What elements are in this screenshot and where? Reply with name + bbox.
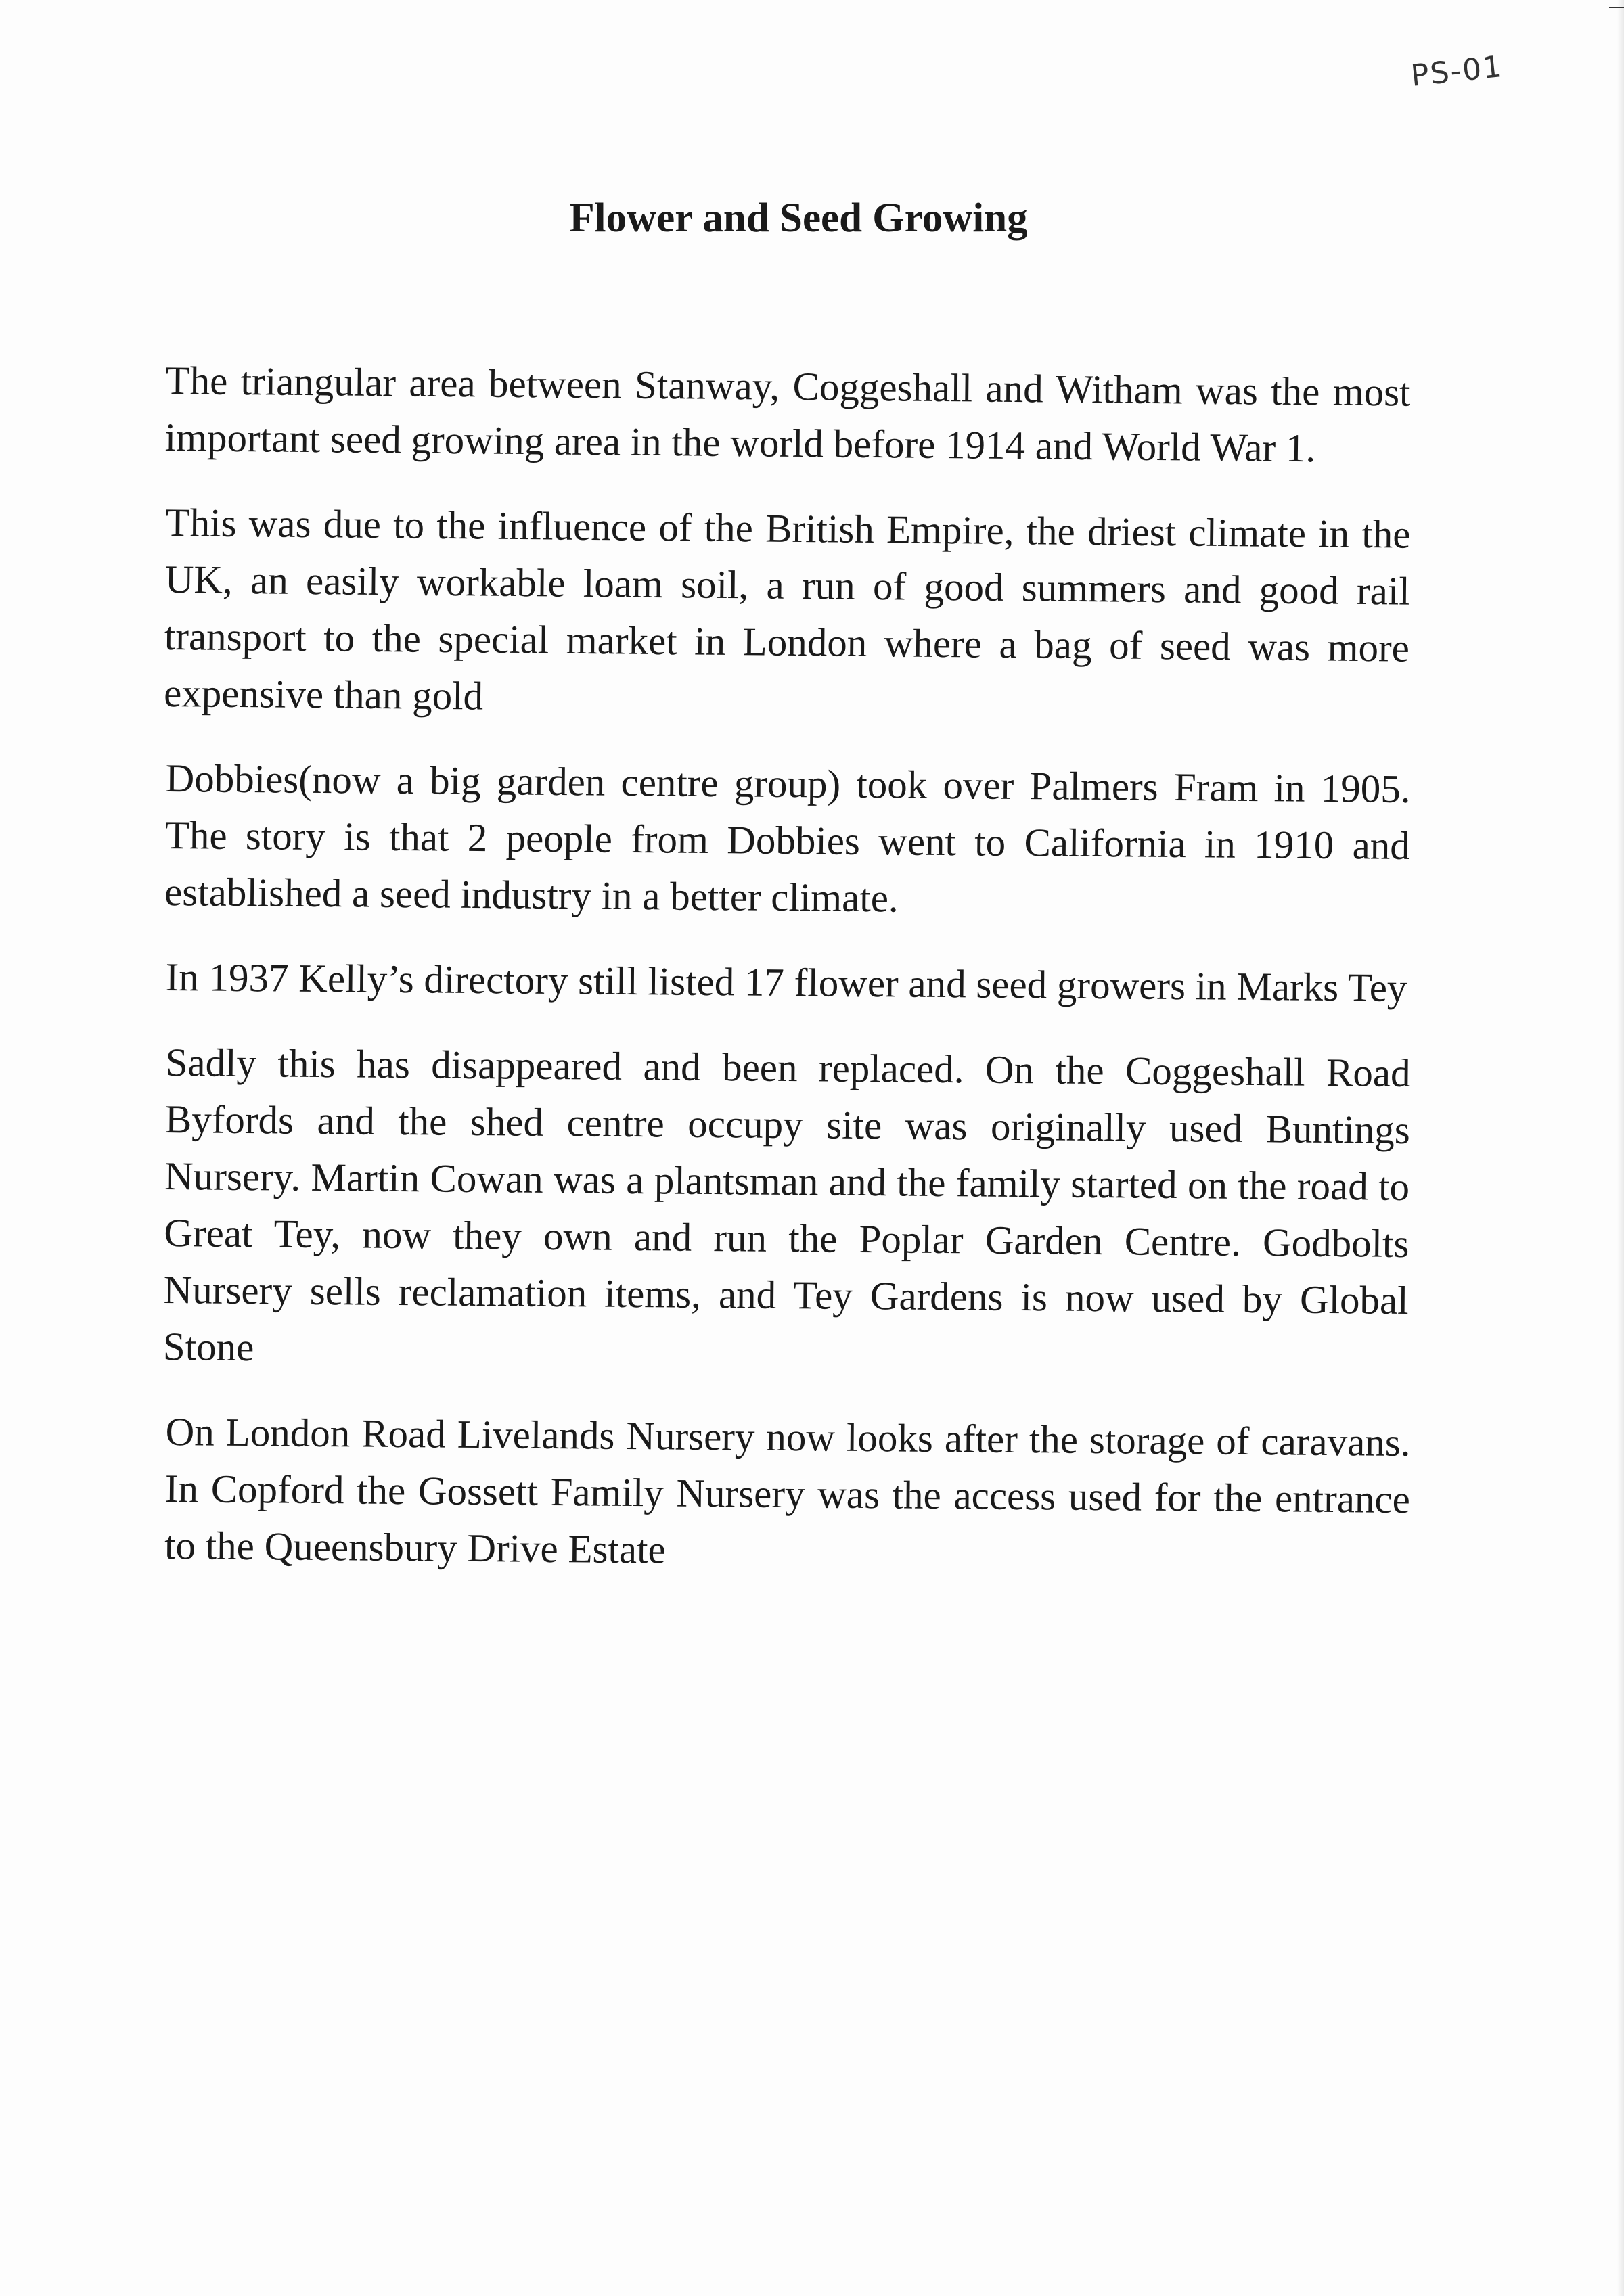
paragraph-6: On London Road Livelands Nursery now looks after the storage of caravans. In Copford the Gossett Family Nursery was the access used for the entrance to the Queensbury Drive Estate [164,1408,1411,1572]
paragraph-5: Sadly this has disappeared and been replaced. On the Coggeshall Road Byfords and the shed centre occupy site was originally used Buntings Nursery. Martin Cowan was a plantsman and the family started on the road to Great Tey, now they own and run the Poplar Garden Centre. Godbolts Nursery sells reclamation items, and Tey Gardens is now used by Global Stone [162,1039,1411,1370]
handwritten-reference-code: PS-01 [1409,49,1505,93]
document-title: Flower and Seed Growing [569,196,1028,241]
page-edge-shadow [1617,0,1624,2296]
paragraph-4: In 1937 Kelly’s directory still listed 17 flower and seed growers in Marks Tey [165,954,1407,1011]
paragraph-2: This was due to the influence of the British Empire, the driest climate in the UK, an easily workable loam soil, a run of good summers and good rail transport to the special market in London where a bag of seed was more expensive than gold [163,499,1411,718]
paragraph-3: Dobbies(now a big garden centre group) took over Palmers Fram in 1905. The story is that 2 people from Dobbies went to California in 1910 and established a seed industry in a better climate. [164,755,1411,921]
paragraph-1: The triangular area between Stanway, Coggeshall and Witham was the most important seed growing area in the world before 1914 and World War 1. [164,357,1411,471]
edge-mark [1609,7,1624,8]
document-body [162,352,1411,1602]
